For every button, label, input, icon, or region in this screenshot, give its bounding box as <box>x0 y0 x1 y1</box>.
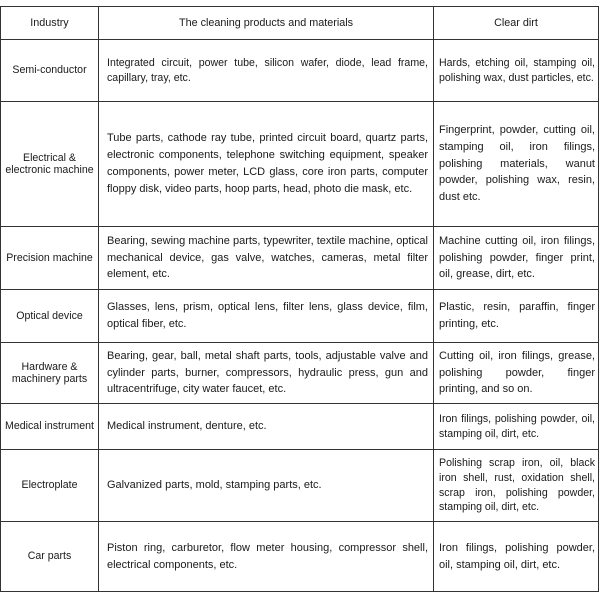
industry-cell: Electrical & electronic machine <box>1 102 99 227</box>
products-cell: Integrated circuit, power tube, silicon wafer, diode, lead frame, capillary, tray, etc. <box>99 40 434 102</box>
products-cell: Bearing, sewing machine parts, typewriter, textile machine, optical mechanical device, gas valve, watches, cameras, metal filter element, etc. <box>99 227 434 290</box>
table-row-car-parts <box>1 522 599 592</box>
dirt-cell: Iron filings, polishing powder, oil, stamping oil, dirt, etc. <box>434 522 599 592</box>
industry-cell: Semi-conductor <box>1 40 99 102</box>
dirt-cell: Iron filings, polishing powder, oil, stamping oil, dirt, etc. <box>434 404 599 450</box>
dirt-cell: Cutting oil, iron filings, grease, polishing powder, finger printing, and so on. <box>434 343 599 404</box>
dirt-cell: Machine cutting oil, iron filings, polishing powder, finger print, oil, grease, dirt, etc. <box>434 227 599 290</box>
industry-cell: Precision machine <box>1 227 99 290</box>
table-row-semiconductor <box>1 40 599 102</box>
industry-cell: Medical instrument <box>1 404 99 450</box>
industry-cell: Electroplate <box>1 450 99 522</box>
table-row-hardware <box>1 343 599 404</box>
table-row-optical <box>1 290 599 343</box>
header-industry: Industry <box>1 7 99 40</box>
cleaning-applications-table-wrapper <box>0 6 598 592</box>
table-row-electrical <box>1 102 599 227</box>
cleaning-applications-table <box>0 6 599 592</box>
industry-cell: Car parts <box>1 522 99 592</box>
table-header-row <box>1 7 599 40</box>
products-cell: Piston ring, carburetor, flow meter housing, compressor shell, electrical components, etc. <box>99 522 434 592</box>
header-dirt: Clear dirt <box>434 7 599 40</box>
dirt-cell: Polishing scrap iron, oil, black iron shell, rust, oxidation shell, scrap iron, polishing powder, stamping oil, dirt, etc. <box>434 450 599 522</box>
dirt-cell: Hards, etching oil, stamping oil, polishing wax, dust particles, etc. <box>434 40 599 102</box>
header-products: The cleaning products and materials <box>99 7 434 40</box>
table-row-precision <box>1 227 599 290</box>
products-cell: Bearing, gear, ball, metal shaft parts, tools, adjustable valve and cylinder parts, burner, compressors, hydraulic press, gun and ultracentrifuge, city water faucet, etc. <box>99 343 434 404</box>
industry-cell: Hardware & machinery parts <box>1 343 99 404</box>
table-row-electroplate <box>1 450 599 522</box>
industry-cell: Optical device <box>1 290 99 343</box>
products-cell: Galvanized parts, mold, stamping parts, etc. <box>99 450 434 522</box>
products-cell: Glasses, lens, prism, optical lens, filter lens, glass device, film, optical fiber, etc. <box>99 290 434 343</box>
products-cell: Tube parts, cathode ray tube, printed circuit board, quartz parts, electronic components, telephone switching equipment, speaker components, power meter, LCD glass, core iron parts, computer floppy disk, video parts, hoop parts, head, photo die mask, etc. <box>99 102 434 227</box>
dirt-cell: Fingerprint, powder, cutting oil, stamping oil, iron filings, polishing materials, wanut powder, polishing wax, resin, dust etc. <box>434 102 599 227</box>
table-row-medical <box>1 404 599 450</box>
dirt-cell: Plastic, resin, paraffin, finger printing, etc. <box>434 290 599 343</box>
products-cell: Medical instrument, denture, etc. <box>99 404 434 450</box>
